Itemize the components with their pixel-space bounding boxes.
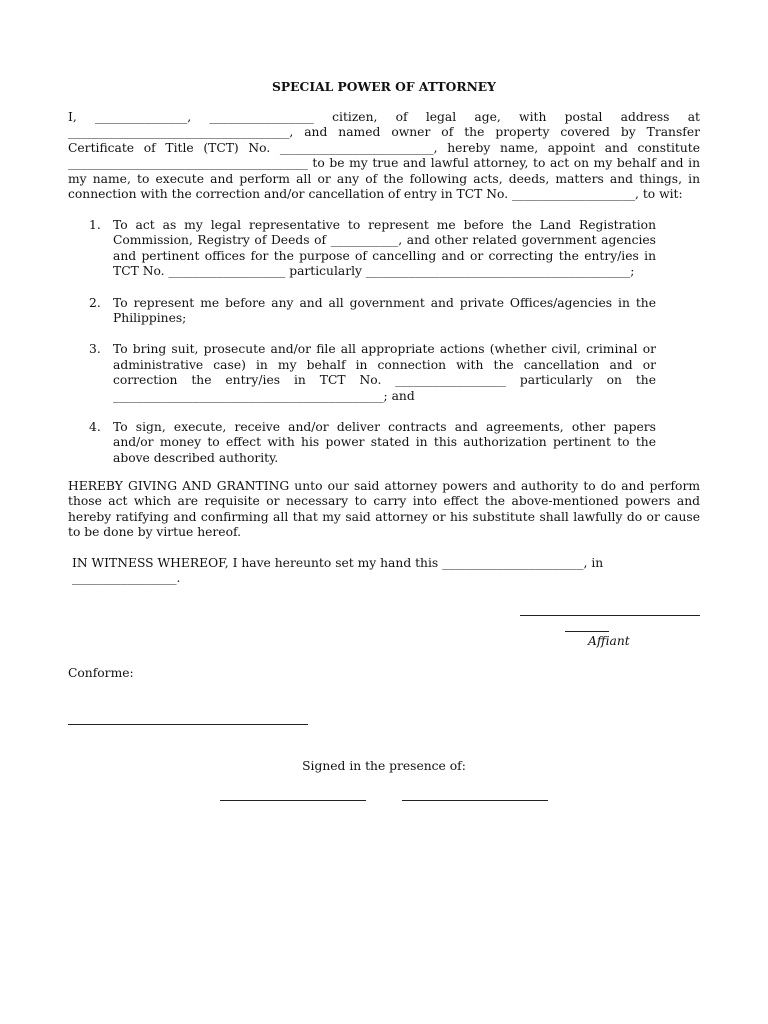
item-text: To sign, execute, receive and/or deliver contracts and agreements, other papers and/or money to effect with his power stated in this authorization pertinent to the above described authority. <box>113 420 656 465</box>
item-number: 1. <box>89 218 101 232</box>
powers-list <box>68 218 656 466</box>
item-number: 2. <box>89 295 101 310</box>
witness-signature-line-1 <box>220 800 366 801</box>
list-item <box>68 342 656 404</box>
conforme-label: Conforme: <box>68 666 134 680</box>
item-text: To act as my legal representative to represent me before the Land Registration Commission, Registry of Deeds of ___________, and other related government agencies and pertinent offices for the purpose of cancelling and or correcting the entry/ies in TCT No. ___________________ particularly ___________________________________________; <box>113 218 656 279</box>
document-title: SPECIAL POWER OF ATTORNEY <box>272 79 496 94</box>
affiant-label: Affiant <box>588 634 630 648</box>
affiant-signature-line <box>520 615 700 616</box>
item-number: 3. <box>89 342 101 357</box>
affiant-short-line <box>565 631 609 632</box>
granting-paragraph: HEREBY GIVING AND GRANTING unto our said attorney powers and authority to do and perform those act which are requisite or necessary to carry into effect the above-mentioned powers and hereby ratifying and confirming all that my said attorney or his substitute shall lawfully do or cause to be done by virtue hereof. <box>68 479 700 540</box>
list-item <box>68 420 656 466</box>
item-number: 4. <box>89 420 101 435</box>
item-text: To bring suit, prosecute and/or file all appropriate actions (whether civil, criminal or administrative case) in my behalf in connection with the cancellation and or correction the entry/ies in TCT No. __________________ particularly on the ____________________________________________; and <box>113 342 656 403</box>
witness-clause: IN WITNESS WHEREOF, I have hereunto set my hand this _______________________, in _________________. <box>72 556 604 586</box>
conforme-signature-line <box>68 724 308 725</box>
intro-paragraph: I, _______________, _________________ citizen, of legal age, with postal address at ____________________________________, and named owner of the property covered by Transfer Certificate of Title (TCT) No. _________________________, hereby name, appoint and constitute _______________________________________ to be my true and lawful attorney, to act on my behalf and in my name, to execute and perform all or any of the following acts, deeds, matters and things, in connection with the correction and/or cancellation of entry in TCT No. ____________________, to wit: <box>68 110 700 202</box>
item-text: To represent me before any and all government and private Offices/agencies in the Philippines; <box>113 295 656 326</box>
witness-signature-line-2 <box>402 800 548 801</box>
witnesses-heading: Signed in the presence of: <box>302 759 466 773</box>
list-item <box>68 218 656 280</box>
list-item <box>68 296 656 327</box>
